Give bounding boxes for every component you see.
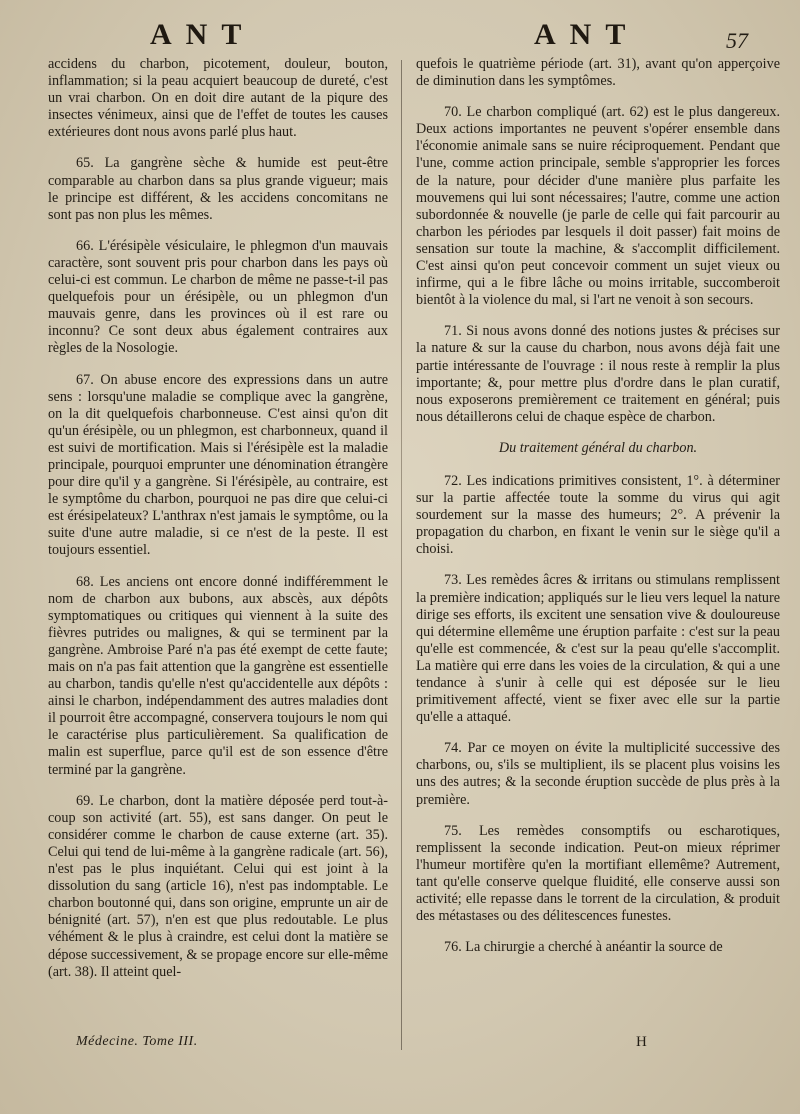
footer-volume-title: Médecine. Tome III. [76,1034,198,1049]
paragraph: 70. Le charbon compliqué (art. 62) est le plus dangereux. Deux actions importantes ne peuvent s'opérer ensemble dans l'économie animale sans se nuire réciproquement. Pendant que l'une, comme action principale, semble s'approprier les forces de la nature, pour décider d'une manière plus parfaite les mouvemens qui lui sont nécessaires; l'autre, comme une action subordonnée & nouvelle (je parle de celle qui fait parcourir au charbon les périodes par lesquels il doit passer) fait moins de sensation sur toute la machine, & s'accomplit difficilement. C'est ainsi qu'on peut concevoir comment un sujet vieux ou infirme, qui a le fibre lâche ou moins irritable, succomberoit bientôt à la violence du mal, si l'art ne venoit à son secours. [416,104,780,309]
paragraph: accidens du charbon, picotement, douleur, bouton, inflammation; si la peau acquiert beaucoup de dureté, c'est un vrai charbon. On en doit dire autant de la piqure des insectes vénimeux, ainsi que de l'effet de toutes les causes extérieures dont nous avons parlé plus haut. [48,56,388,141]
paragraph: quefois le quatrième période (art. 31), avant qu'on apperçoive de diminution dans les symptômes. [416,56,780,90]
right-column [416,56,780,970]
paragraph: 66. L'érésipèle vésiculaire, le phlegmon d'un mauvais caractère, sont souvent pris pour charbon dans les pays où celui-ci est commun. Le charbon de même ne passe-t-il pas quelquefois pour un érésipèle, ou un phlegmon d'un mauvais genre, dans les provinces où il est rare ou inconnu? Ce sont deux abus également contraires aux règles de la Nosologie. [48,237,388,357]
paragraph: 72. Les indications primitives consistent, 1°. à déterminer sur la partie affectée toute la somme du virus qui agit sourdement sur la masse des humeurs; 2°. A prévenir la propagation du charbon, en fixant le venin sur le siège qu'il a choisi. [416,472,780,558]
running-head-right: ANT [534,18,640,51]
section-subheading: Du traitement général du charbon. [498,439,698,456]
running-head-left: ANT [150,18,256,51]
paragraph: 69. Le charbon, dont la matière déposée perd tout-à-coup son activité (art. 55), est sans danger. On peut le considérer comme le charbon de cause externe (art. 35). Celui qui tend de lui-même à la gangrène radicale (art. 56), n'est pas le plus inquiétant. Celui qui est joint à la dissolution du sang (article 16), n'est pas indomptable. Le charbon boutonné qui, dans son origine, emprunte un air de bénignité (art. 57), n'en est que plus redoutable. Le plus véhément & le plus à craindre, est celui dont la matière se dépose successivement, & se propage encore sur elle-même (art. 38). Il atteint quel- [48,792,388,980]
signature-mark: H [636,1034,647,1050]
paragraph: 65. La gangrène sèche & humide est peut-être comparable au charbon dans sa plus grande vigueur; mais le principe est différent, & les accidens concomitans ne sont pas non plus les mêmes. [48,155,388,223]
paragraph: 73. Les remèdes âcres & irritans ou stimulans remplissent la première indication; appliqués sur le lieu vers lequel la nature dirige ses efforts, ils excitent une sensation vive & douloureuse qui détermine ellemême une éruption parfaite : c'est sur la peau qu'elle est commencée, & c'est sur la peau qu'elle s'accomplit. La matière qui erre dans les voies de la circulation, & qui a une tendance à s'unir à celle qui est déposée sur le lieu primitivement affecté, vient se fixer avec elle sur la partie qu'elle a attaqué. [416,572,781,726]
paragraph: 75. Les remèdes consomptifs ou escharotiques, remplissent la seconde indication. Peut-on mieux réprimer l'humeur mortifère qu'en la mortifiant ellemême? Autrement, tant qu'elle conserve quelque fluidité, elle conserve aussi son activité; elle repasse dans le torrent de la circulation, & produit des métastases ou des délitescences funestes. [416,822,780,925]
paragraph: 71. Si nous avons donné des notions justes & précises sur la nature & sur la cause du charbon, nous avons déjà fait une partie intéressante de l'ouvrage : il nous reste à remplir la plus importante; &, pour mettre plus d'ordre dans le plan curatif, nous exposerons premièrement ce traitement en général; puis nous détaillerons celui de chaque espèce de charbon. [416,323,780,425]
page-number: 57 [726,28,748,53]
paragraph: 74. Par ce moyen on évite la multiplicité successive des charbons, ou, s'ils se multiplient, ils se placent plus voisins les uns des autres; & la seconde éruption succède de plus près à la première. [416,740,780,808]
paragraph: 68. Les anciens ont encore donné indifféremment le nom de charbon aux bubons, aux abscès, aux dépôts symptomatiques ou critiques qui viennent à la suite des fièvres putrides ou malignes, & qui se terminent par la gangrène. Ambroise Paré n'a pas été exempt de cette faute; mais on n'a pas fait attention que la gangrène est essentielle au charbon, tandis qu'elle n'est qu'accidentelle aux dépôts : ainsi le charbon, indépendamment des autres maladies dont il pourroit être accompagné, conservera toujours le nom qui le caractérise plus particulièrement. Sa qualification de malin est superflue, parce qu'il est de son essence d'être terminé par la gangrène. [48,573,388,778]
left-column [48,56,388,995]
paragraph: 76. La chirurgie a cherché à anéantir la source de [444,939,723,956]
paragraph: 67. On abuse encore des expressions dans un autre sens : lorsqu'une maladie se complique avec la gangrène, on la dit quelquefois charbonneuse. C'est ainsi qu'on dit qu'un érésipèle, ou un phlegmon, est charbonneux, quand il est suivi de mortification. Mais si l'érésipèle est la maladie principale, pourquoi emprunter une dénomination étrangère pour dire qu'il y a gangrène. Si l'érésipèle, au contraire, est le symptôme du charbon, pourquoi ne pas dire que celui-ci est érésipelateux? L'anthrax n'est jamais le symptôme, ou la suite d'une autre maladie, si ce n'est de la peste. Il est toujours essentiel. [48,371,388,559]
column-divider [401,60,402,1050]
